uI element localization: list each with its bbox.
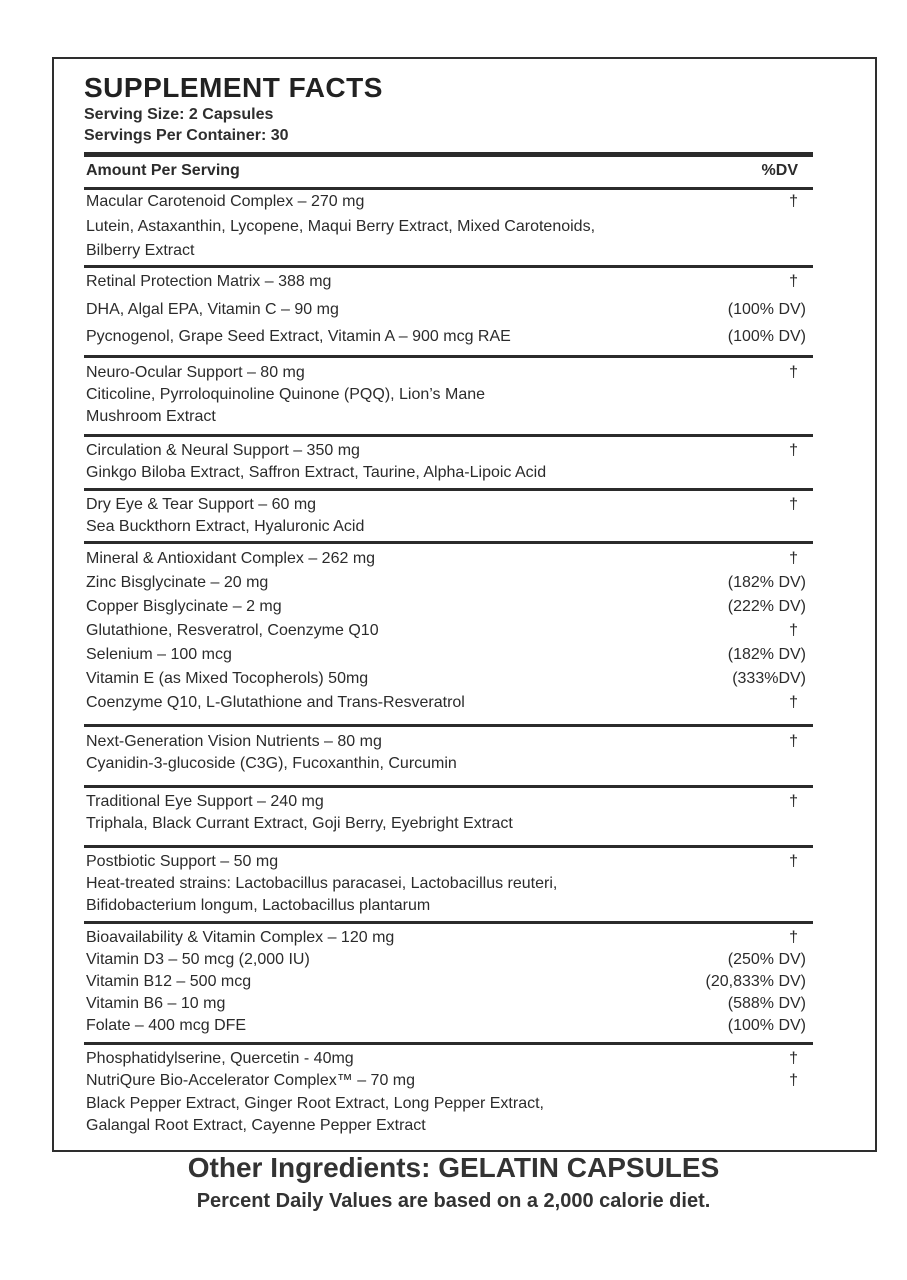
panel-title: SUPPLEMENT FACTS <box>84 72 383 103</box>
ingredient-text: Bioavailability & Vitamin Complex – 120 mg <box>86 929 395 946</box>
ingredient-text: Pycnogenol, Grape Seed Extract, Vitamin A – 900 mcg RAE <box>86 328 511 345</box>
facts-row <box>86 694 806 712</box>
section-divider <box>84 921 813 924</box>
section-divider <box>84 1042 813 1045</box>
facts-row <box>86 951 806 969</box>
daily-value: † <box>789 550 798 567</box>
ingredient-text: Glutathione, Resveratrol, Coenzyme Q10 <box>86 622 379 639</box>
facts-row <box>86 875 806 893</box>
ingredient-text: Vitamin E (as Mixed Tocopherols) 50mg <box>86 670 369 687</box>
facts-row <box>86 1095 806 1113</box>
ingredient-text: Postbiotic Support – 50 mg <box>86 853 279 870</box>
facts-row <box>86 574 806 592</box>
ingredient-text: Cyanidin-3-glucoside (C3G), Fucoxanthin, Curcumin <box>86 755 457 772</box>
daily-value: † <box>789 622 798 639</box>
daily-value: † <box>789 273 798 290</box>
facts-row <box>86 897 806 915</box>
section-divider <box>84 785 813 788</box>
section-divider <box>84 541 813 544</box>
facts-row <box>86 242 806 260</box>
other-ingredients: Other Ingredients: GELATIN CAPSULES <box>187 1152 720 1183</box>
daily-value-footnote: Percent Daily Values are based on a 2,000 calorie diet. <box>196 1190 711 1212</box>
ingredient-text: Triphala, Black Currant Extract, Goji Berry, Eyebright Extract <box>86 815 513 832</box>
ingredient-text: Folate – 400 mcg DFE <box>86 1017 247 1034</box>
ingredient-text: Bifidobacterium longum, Lactobacillus plantarum <box>86 897 431 914</box>
facts-row <box>86 670 806 688</box>
facts-row <box>86 929 806 947</box>
ingredient-text: Heat-treated strains: Lactobacillus paracasei, Lactobacillus reuteri, <box>86 875 558 892</box>
ingredient-text: Black Pepper Extract, Ginger Root Extract, Long Pepper Extract, <box>86 1095 544 1112</box>
facts-row <box>86 1117 806 1135</box>
facts-row <box>86 793 806 811</box>
facts-row <box>86 496 806 514</box>
daily-value: (182% DV) <box>727 574 806 591</box>
ingredient-text: Circulation & Neural Support – 350 mg <box>86 442 360 459</box>
facts-row <box>86 815 806 833</box>
facts-row <box>86 386 806 404</box>
ingredient-text: Citicoline, Pyrroloquinoline Quinone (PQQ), Lion’s Mane <box>86 386 486 403</box>
daily-value: † <box>789 853 798 870</box>
ingredient-text: Vitamin D3 – 50 mcg (2,000 IU) <box>86 951 310 968</box>
facts-row <box>86 733 806 751</box>
dv-header-label: %DV <box>761 162 798 179</box>
ingredient-text: Macular Carotenoid Complex – 270 mg <box>86 193 365 210</box>
section-divider <box>84 355 813 358</box>
facts-row <box>86 622 806 640</box>
daily-value: (182% DV) <box>727 646 806 663</box>
facts-row <box>86 550 806 568</box>
ingredient-text: Dry Eye & Tear Support – 60 mg <box>86 496 317 513</box>
facts-row <box>86 464 806 482</box>
ingredient-text: Bilberry Extract <box>86 242 195 259</box>
thick-rule <box>84 152 813 157</box>
ingredient-text: Zinc Bisglycinate – 20 mg <box>86 574 269 591</box>
section-divider <box>84 434 813 437</box>
section-divider <box>84 265 813 268</box>
ingredient-text: Coenzyme Q10, L-Glutathione and Trans-Resveratrol <box>86 694 465 711</box>
ingredient-text: NutriQure Bio-Accelerator Complex™ – 70 mg <box>86 1072 416 1089</box>
daily-value: † <box>789 193 798 210</box>
facts-row <box>86 442 806 460</box>
facts-row <box>86 273 806 291</box>
serving-size: Serving Size: 2 Capsules <box>84 106 274 123</box>
facts-row <box>86 408 806 426</box>
ingredient-text: Lutein, Astaxanthin, Lycopene, Maqui Berry Extract, Mixed Carotenoids, <box>86 218 596 235</box>
ingredient-text: Traditional Eye Support – 240 mg <box>86 793 324 810</box>
facts-row <box>86 1017 806 1035</box>
daily-value: † <box>789 793 798 810</box>
facts-row <box>86 518 806 536</box>
facts-row <box>86 598 806 616</box>
facts-row <box>86 1050 806 1068</box>
daily-value: (100% DV) <box>727 328 806 345</box>
facts-row <box>86 328 806 346</box>
ingredient-text: DHA, Algal EPA, Vitamin C – 90 mg <box>86 301 339 318</box>
daily-value: † <box>789 929 798 946</box>
facts-row <box>86 193 806 211</box>
daily-value: † <box>789 1072 798 1089</box>
ingredient-text: Galangal Root Extract, Cayenne Pepper Extract <box>86 1117 426 1134</box>
ingredient-text: Ginkgo Biloba Extract, Saffron Extract, Taurine, Alpha-Lipoic Acid <box>86 464 547 481</box>
daily-value: † <box>789 1050 798 1067</box>
servings-per-container: Servings Per Container: 30 <box>84 127 289 144</box>
header-row <box>86 162 806 180</box>
section-divider <box>84 488 813 491</box>
facts-row <box>86 1072 806 1090</box>
daily-value: (20,833% DV) <box>705 973 806 990</box>
daily-value: (222% DV) <box>727 598 806 615</box>
section-divider <box>84 845 813 848</box>
daily-value: † <box>789 694 798 711</box>
daily-value: (333%DV) <box>732 670 806 687</box>
daily-value: † <box>789 733 798 750</box>
section-divider <box>84 187 813 190</box>
daily-value: † <box>789 496 798 513</box>
ingredient-text: Vitamin B6 – 10 mg <box>86 995 226 1012</box>
ingredient-text: Phosphatidylserine, Quercetin - 40mg <box>86 1050 354 1067</box>
daily-value: (250% DV) <box>727 951 806 968</box>
ingredient-text: Mineral & Antioxidant Complex – 262 mg <box>86 550 376 567</box>
daily-value: (100% DV) <box>727 301 806 318</box>
daily-value: (100% DV) <box>727 1017 806 1034</box>
daily-value: † <box>789 442 798 459</box>
ingredient-text: Selenium – 100 mcg <box>86 646 232 663</box>
ingredient-text: Vitamin B12 – 500 mcg <box>86 973 252 990</box>
ingredient-text: Mushroom Extract <box>86 408 216 425</box>
daily-value: (588% DV) <box>727 995 806 1012</box>
ingredient-text: Sea Buckthorn Extract, Hyaluronic Acid <box>86 518 365 535</box>
facts-row <box>86 218 806 236</box>
daily-value: † <box>789 364 798 381</box>
amount-per-serving-label: Amount Per Serving <box>86 162 240 179</box>
ingredient-text: Copper Bisglycinate – 2 mg <box>86 598 282 615</box>
facts-row <box>86 646 806 664</box>
facts-row <box>86 364 806 382</box>
facts-row <box>86 755 806 773</box>
facts-row <box>86 973 806 991</box>
ingredient-text: Retinal Protection Matrix – 388 mg <box>86 273 332 290</box>
section-divider <box>84 724 813 727</box>
ingredient-text: Next-Generation Vision Nutrients – 80 mg <box>86 733 382 750</box>
facts-row <box>86 853 806 871</box>
ingredient-text: Neuro-Ocular Support – 80 mg <box>86 364 305 381</box>
facts-row <box>86 301 806 319</box>
facts-row <box>86 995 806 1013</box>
